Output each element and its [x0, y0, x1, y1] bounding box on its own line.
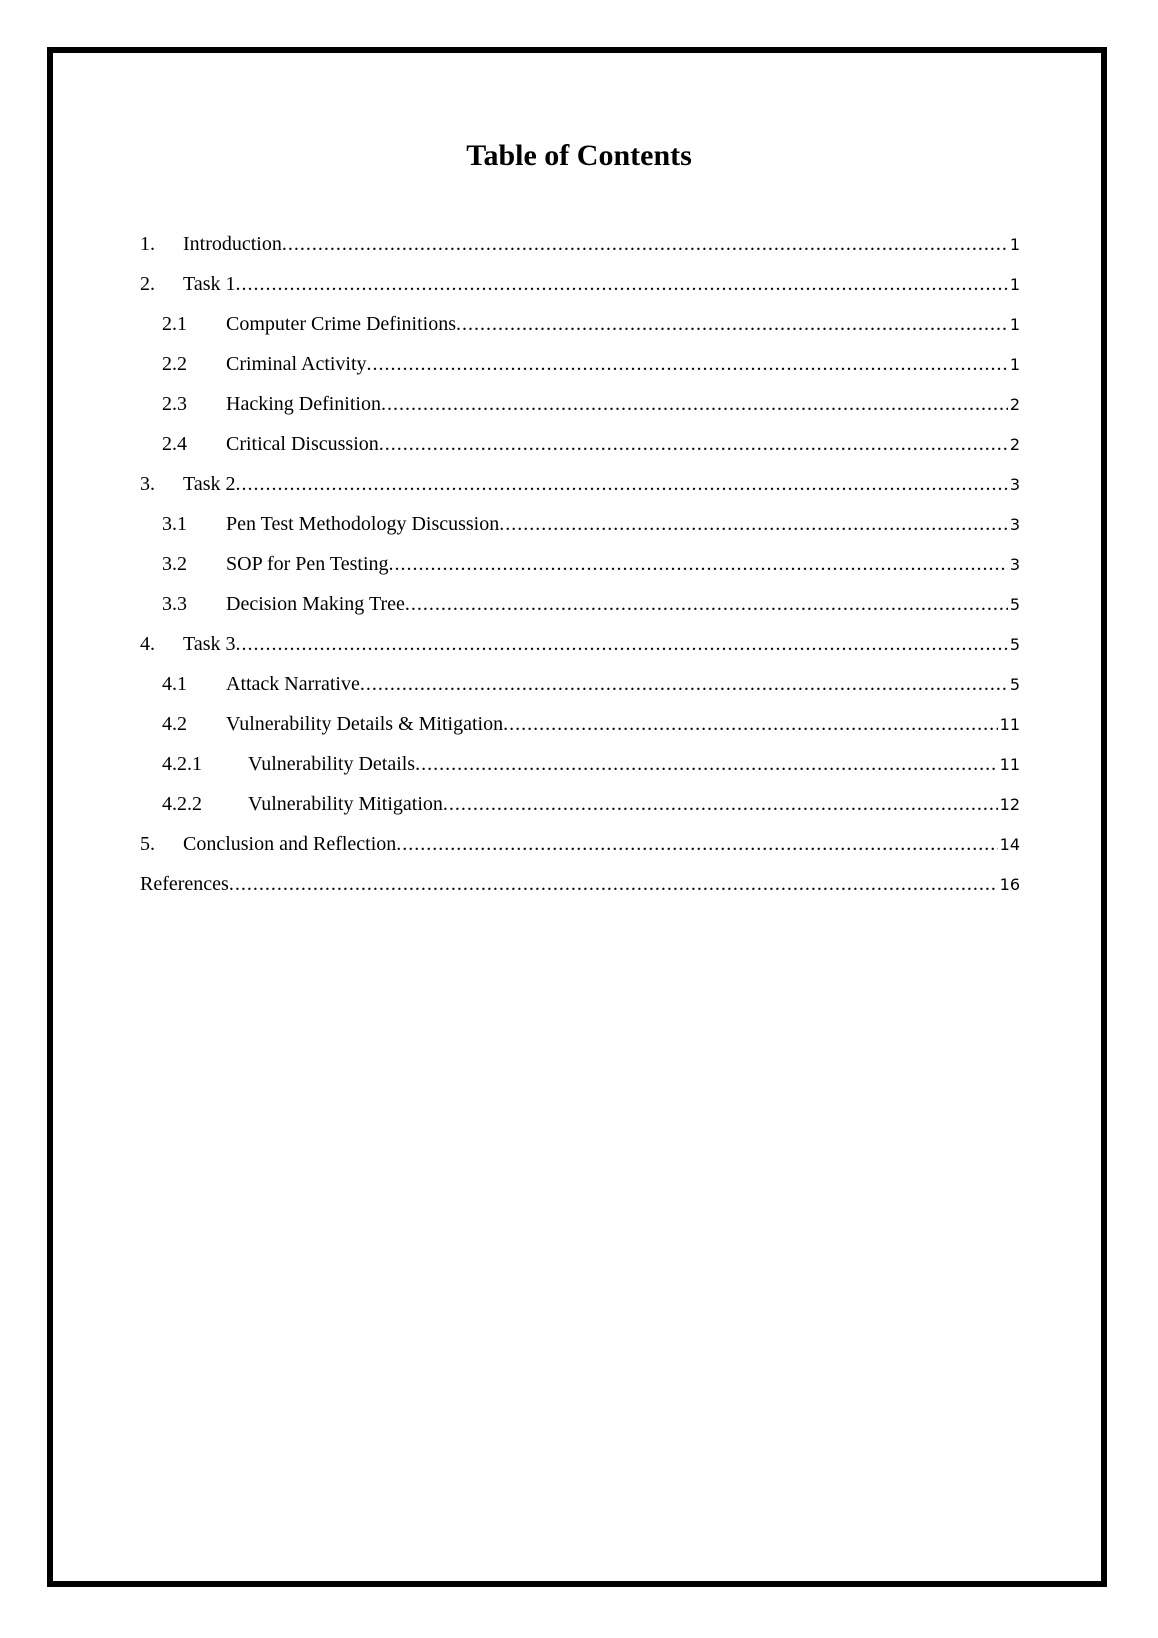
- toc-entry-number: 4.2.2: [162, 793, 202, 815]
- dot-leader: [389, 551, 1008, 577]
- toc-entry-label: SOP for Pen Testing: [226, 553, 389, 575]
- toc-entry[interactable]: [140, 591, 1020, 631]
- toc-entry-number: 5.: [140, 833, 155, 855]
- toc-entry[interactable]: [140, 511, 1020, 551]
- toc-entry[interactable]: [140, 231, 1020, 271]
- toc-entry-number: 1.: [140, 233, 155, 255]
- dot-leader: [235, 471, 1007, 497]
- toc-entry[interactable]: [140, 391, 1020, 431]
- dot-leader: [235, 271, 1007, 297]
- dot-leader: [456, 311, 1008, 337]
- toc-entry-label: Criminal Activity: [226, 353, 367, 375]
- toc-entry-page: 3: [1009, 555, 1020, 574]
- toc-list: [140, 231, 1020, 911]
- toc-entry-page: 14: [999, 835, 1020, 854]
- dot-leader: [503, 711, 998, 737]
- toc-entry-number: 2.4: [162, 433, 187, 455]
- toc-entry-label: Critical Discussion: [226, 433, 379, 455]
- toc-entry-number: 2.1: [162, 313, 187, 335]
- dot-leader: [229, 871, 998, 897]
- toc-entry-number: 3.1: [162, 513, 187, 535]
- toc-entry-page: 1: [1009, 355, 1020, 374]
- toc-entry-page: 11: [999, 715, 1020, 734]
- toc-entry-label: Conclusion and Reflection: [183, 833, 397, 855]
- toc-entry-label: Task 2: [183, 473, 236, 495]
- toc-entry-number: 4.2.1: [162, 753, 202, 775]
- toc-entry[interactable]: [140, 271, 1020, 311]
- toc-entry-label: Vulnerability Details & Mitigation: [226, 713, 504, 735]
- toc-entry-number: 3.: [140, 473, 155, 495]
- dot-leader: [381, 391, 1008, 417]
- toc-entry[interactable]: [140, 671, 1020, 711]
- toc-entry[interactable]: [140, 751, 1020, 791]
- toc-entry[interactable]: [140, 431, 1020, 471]
- dot-leader: [367, 351, 1008, 377]
- toc-entry-number: 3.2: [162, 553, 187, 575]
- toc-entry-number: 4.2: [162, 713, 187, 735]
- toc-entry-number: 2.2: [162, 353, 187, 375]
- toc-entry-page: 1: [1009, 275, 1020, 294]
- toc-entry-page: 1: [1009, 235, 1020, 254]
- toc-entry[interactable]: [140, 791, 1020, 831]
- toc-entry-page: 3: [1009, 515, 1020, 534]
- toc-entry-label: Vulnerability Mitigation: [248, 793, 443, 815]
- toc-entry-number: 2.: [140, 273, 155, 295]
- toc-entry-label: Vulnerability Details: [248, 753, 416, 775]
- dot-leader: [379, 431, 1008, 457]
- toc-entry[interactable]: [140, 711, 1020, 751]
- toc-entry-page: 1: [1009, 315, 1020, 334]
- dot-leader: [235, 631, 1007, 657]
- toc-entry[interactable]: [140, 351, 1020, 391]
- dot-leader: [499, 511, 1008, 537]
- toc-entry[interactable]: [140, 311, 1020, 351]
- toc-entry-page: 3: [1009, 475, 1020, 494]
- toc-entry-label: Pen Test Methodology Discussion: [226, 513, 500, 535]
- toc-entry-page: 16: [999, 875, 1020, 894]
- toc-entry-label: Computer Crime Definitions: [226, 313, 456, 335]
- toc-entry-page: 2: [1009, 435, 1020, 454]
- toc-entry-number: 3.3: [162, 593, 187, 615]
- dot-leader: [405, 591, 1008, 617]
- toc-entry-label: Hacking Definition: [226, 393, 381, 415]
- dot-leader: [396, 831, 997, 857]
- dot-leader: [282, 231, 1008, 257]
- toc-entry[interactable]: [140, 551, 1020, 591]
- dot-leader: [443, 791, 998, 817]
- toc-entry-page: 12: [999, 795, 1020, 814]
- toc-entry-label: References: [140, 873, 229, 895]
- toc-entry-page: 5: [1009, 635, 1020, 654]
- toc-entry-label: Decision Making Tree: [226, 593, 405, 615]
- toc-title: Table of Contents: [466, 139, 692, 172]
- toc-entry[interactable]: [140, 871, 1020, 911]
- toc-entry-label: Attack Narrative: [226, 673, 360, 695]
- toc-entry[interactable]: [140, 631, 1020, 671]
- toc-entry-page: 2: [1009, 395, 1020, 414]
- toc-entry[interactable]: [140, 471, 1020, 511]
- toc-entry-page: 5: [1009, 675, 1020, 694]
- toc-entry-page: 11: [999, 755, 1020, 774]
- toc-entry[interactable]: [140, 831, 1020, 871]
- dot-leader: [360, 671, 1008, 697]
- toc-entry-label: Task 3: [183, 633, 236, 655]
- toc-entry-label: Introduction: [183, 233, 282, 255]
- toc-entry-number: 2.3: [162, 393, 187, 415]
- toc-entry-number: 4.: [140, 633, 155, 655]
- toc-entry-label: Task 1: [183, 273, 236, 295]
- toc-entry-page: 5: [1009, 595, 1020, 614]
- dot-leader: [415, 751, 998, 777]
- toc-entry-number: 4.1: [162, 673, 187, 695]
